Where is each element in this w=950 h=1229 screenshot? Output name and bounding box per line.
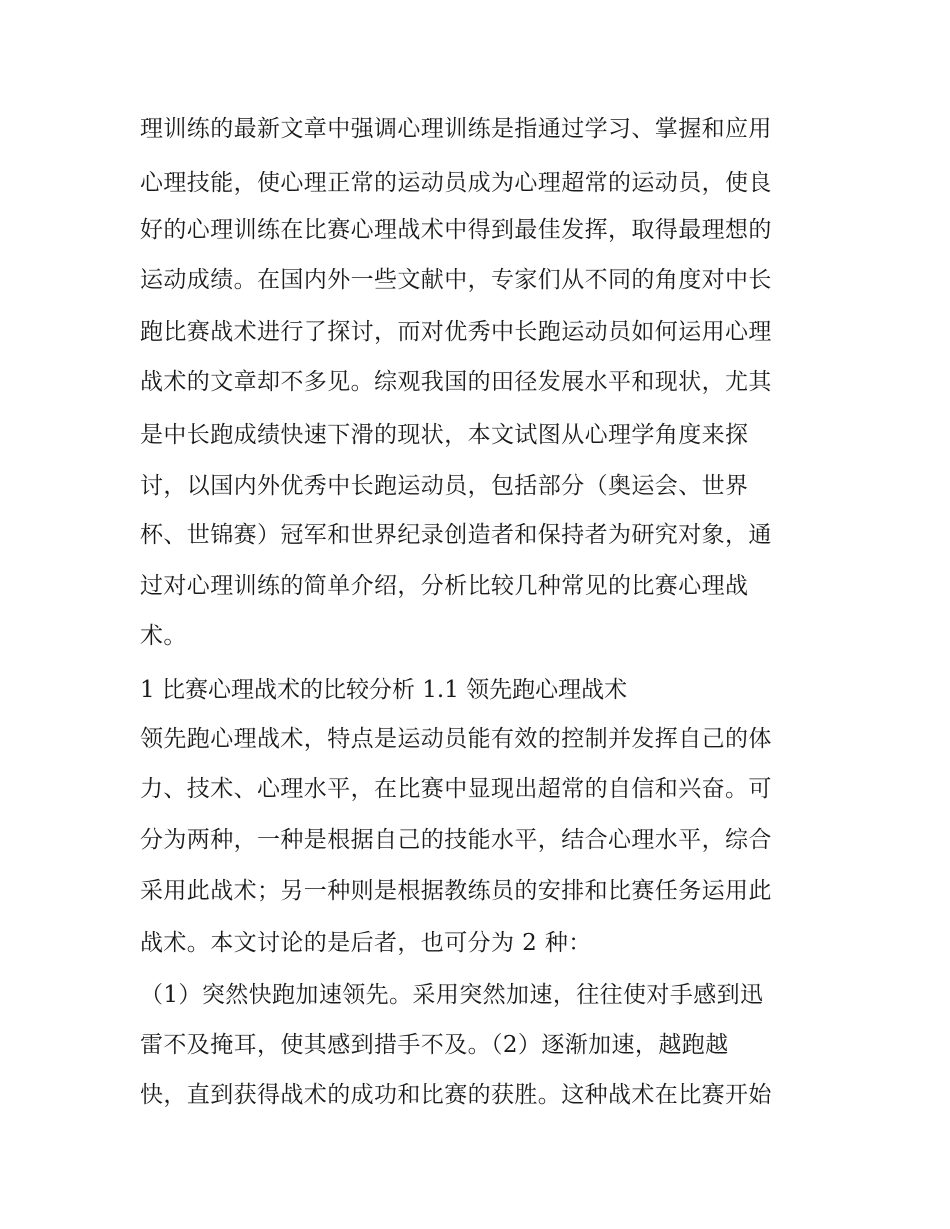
text-line: 理训练的最新文章中强调心理训练是指通过学习、掌握和应用 (140, 116, 772, 142)
text-line: 采用此战术；另一种则是根据教练员的安排和比赛任务运用此 (140, 878, 772, 904)
text-line: 跑比赛战术进行了探讨，而对优秀中长跑运动员如何运用心理 (140, 319, 772, 345)
text-line: 力、技术、心理水平，在比赛中显现出超常的自信和兴奋。可 (140, 776, 772, 802)
text-line: （1）突然快跑加速领先。采用突然加速，往往使对手感到迅 (140, 982, 764, 1008)
text-line: 雷不及掩耳，使其感到措手不及。（2）逐渐加速，越跑越 (140, 1032, 729, 1058)
text-line: 战术。本文讨论的是后者，也可分为 2 种： (140, 930, 592, 956)
text-line: 杯、世锦赛）冠军和世界纪录创造者和保持者为研究对象，通 (140, 522, 772, 548)
text-line: 术。 (140, 623, 187, 649)
text-line: 好的心理训练在比赛心理战术中得到最佳发挥，取得最理想的 (140, 217, 772, 243)
text-line: 战术的文章却不多见。综观我国的田径发展水平和现状，尤其 (140, 369, 772, 395)
text-line: 过对心理训练的简单介绍，分析比较几种常见的比赛心理战 (140, 573, 749, 599)
text-line: 快，直到获得战术的成功和比赛的获胜。这种战术在比赛开始 (140, 1082, 772, 1108)
text-line: 领先跑心理战术，特点是运动员能有效的控制并发挥自己的体 (140, 726, 772, 752)
text-line: 讨，以国内外优秀中长跑运动员，包括部分（奥运会、世界 (140, 473, 749, 499)
section-heading: 1 比赛心理战术的比较分析 1.1 领先跑心理战术 (140, 677, 628, 703)
text-line: 是中长跑成绩快速下滑的现状，本文试图从心理学角度来探 (140, 422, 749, 448)
text-line: 分为两种，一种是根据自己的技能水平，结合心理水平，综合 (140, 827, 772, 853)
text-line: 运动成绩。在国内外一些文献中，专家们从不同的角度对中长 (140, 267, 772, 293)
text-line: 心理技能，使心理正常的运动员成为心理超常的运动员，使良 (140, 170, 772, 196)
